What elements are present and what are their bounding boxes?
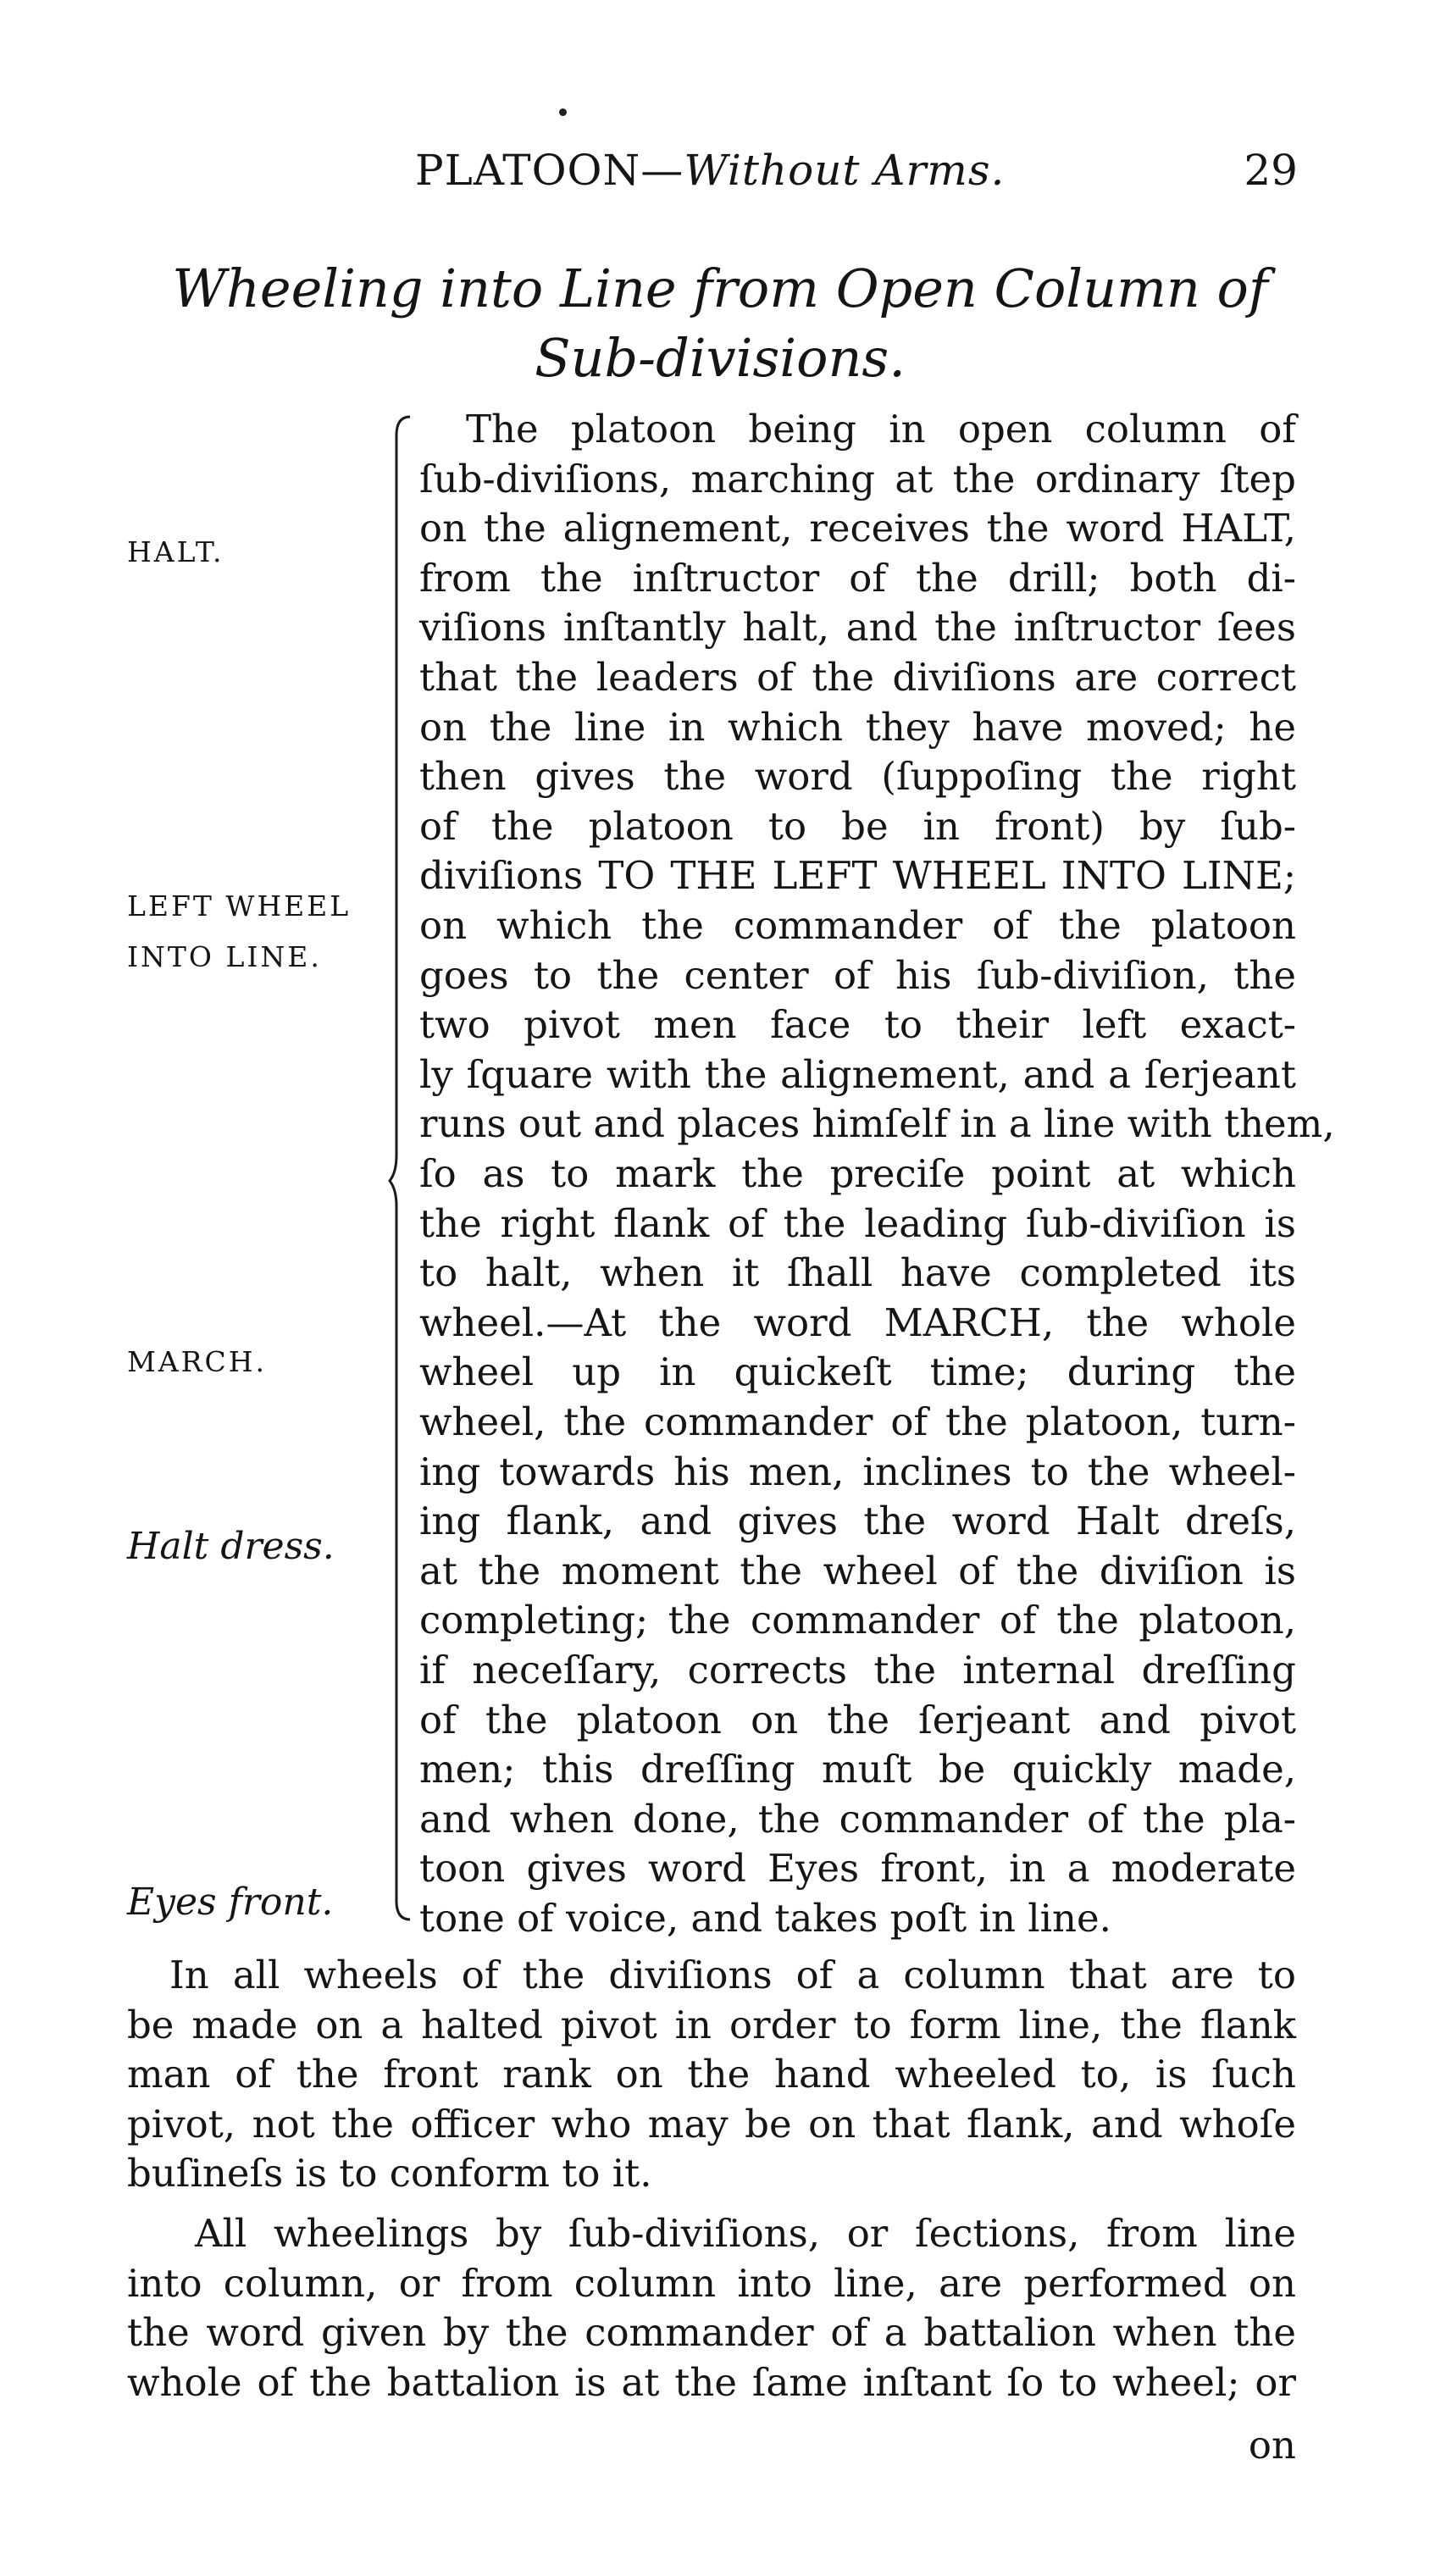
margin-note-halt-dress: Halt dress. <box>127 1525 335 1568</box>
catchword: on <box>1248 2423 1296 2468</box>
text-line: into column, or from column into line, are performed on <box>127 2260 1296 2306</box>
page-number: 29 <box>1244 146 1298 195</box>
text-line: All wheelings by ſub-diviſions, or ſections, from line <box>195 2211 1296 2256</box>
text-line: be made on a halted pivot in order to form line, the flank <box>127 2002 1296 2047</box>
text-line: goes to the center of his ſub-diviſion, the <box>419 952 1296 998</box>
text-line: wheel.—At the word MARCH, the whole <box>419 1299 1296 1345</box>
text-line: on which the commander of the platoon <box>419 903 1296 948</box>
text-line: to halt, when it ſhall have completed its <box>419 1250 1296 1296</box>
text-line: viſions inſtantly halt, and the inſtructor ſees <box>419 605 1296 651</box>
text-line: pivot, not the officer who may be on that flank, and whoſe <box>127 2101 1296 2147</box>
text-line: ſo as to mark the preciſe point at which <box>419 1151 1296 1196</box>
text-line: whole of the battalion is at the ſame inſtant ſo to wheel; or <box>127 2359 1296 2405</box>
running-head-main: PLATOON— <box>415 146 684 195</box>
text-line: on the alignement, receives the word HALT, <box>419 506 1296 551</box>
text-line: In all wheels of the diviſions of a column that are to <box>169 1953 1296 1997</box>
text-line: ing flank, and gives the word Halt dreſs, <box>419 1499 1296 1544</box>
text-line: wheel up in quickeſt time; during the <box>419 1349 1296 1395</box>
margin-note-left-wheel: LEFT WHEEL <box>127 889 352 922</box>
running-head <box>415 146 1005 195</box>
text-line: two pivot men face to their left exact- <box>419 1002 1296 1048</box>
text-line: ly ſquare with the alignement, and a ſerjeant <box>419 1051 1296 1097</box>
text-line: diviſions TO THE LEFT WHEEL INTO LINE; <box>419 853 1296 899</box>
text-line: the word given by the commander of a battalion when the <box>127 2310 1296 2356</box>
brace-bracket <box>388 410 412 1926</box>
stray-mark <box>559 108 567 116</box>
running-head-italic: Without Arms. <box>684 146 1006 195</box>
text-line: wheel, the commander of the platoon, turn- <box>419 1399 1296 1444</box>
section-title: Wheeling into Line from Open Column of Sub-divisions. <box>172 258 1268 389</box>
text-line: men; this dreſſing muſt be quickly made, <box>419 1747 1296 1792</box>
text-line: The platoon being in open column of <box>466 407 1296 451</box>
text-line: buſineſs is to conform to it. <box>127 2151 652 2197</box>
text-line: that the leaders of the diviſions are correct <box>419 655 1296 700</box>
text-line: from the inſtructor of the drill; both di- <box>419 555 1296 601</box>
text-line: the right flank of the leading ſub-diviſion is <box>419 1200 1296 1246</box>
margin-note-march: MARCH. <box>127 1345 267 1378</box>
text-line: runs out and places himſelf in a line with them, <box>419 1101 1335 1147</box>
text-line: of the platoon to be in front) by ſub- <box>419 803 1296 849</box>
text-line: tone of voice, and takes poſt in line. <box>419 1896 1111 1941</box>
margin-note-eyes-front: Eyes front. <box>127 1881 334 1924</box>
text-line: ing towards his men, inclines to the wheel- <box>419 1449 1296 1494</box>
text-line: man of the front rank on the hand wheeled to, is ſuch <box>127 2052 1296 2097</box>
text-line: of the platoon on the ſerjeant and pivot <box>419 1697 1296 1742</box>
margin-note-halt: HALT. <box>127 535 224 568</box>
margin-note-into-line: INTO LINE. <box>127 940 322 973</box>
text-line: on the line in which they have moved; he <box>419 704 1296 750</box>
text-line: toon gives word Eyes front, in a moderate <box>419 1846 1296 1892</box>
text-line: ſub-diviſions, marching at the ordinary ſtep <box>419 456 1296 501</box>
text-line: completing; the commander of the platoon, <box>419 1598 1296 1643</box>
text-line: and when done, the commander of the pla- <box>419 1796 1296 1842</box>
text-line: at the moment the wheel of the diviſion is <box>419 1548 1296 1593</box>
text-line: then gives the word (ſuppoſing the right <box>419 754 1296 800</box>
text-line: if neceſſary, corrects the internal dreſſing <box>419 1648 1296 1692</box>
